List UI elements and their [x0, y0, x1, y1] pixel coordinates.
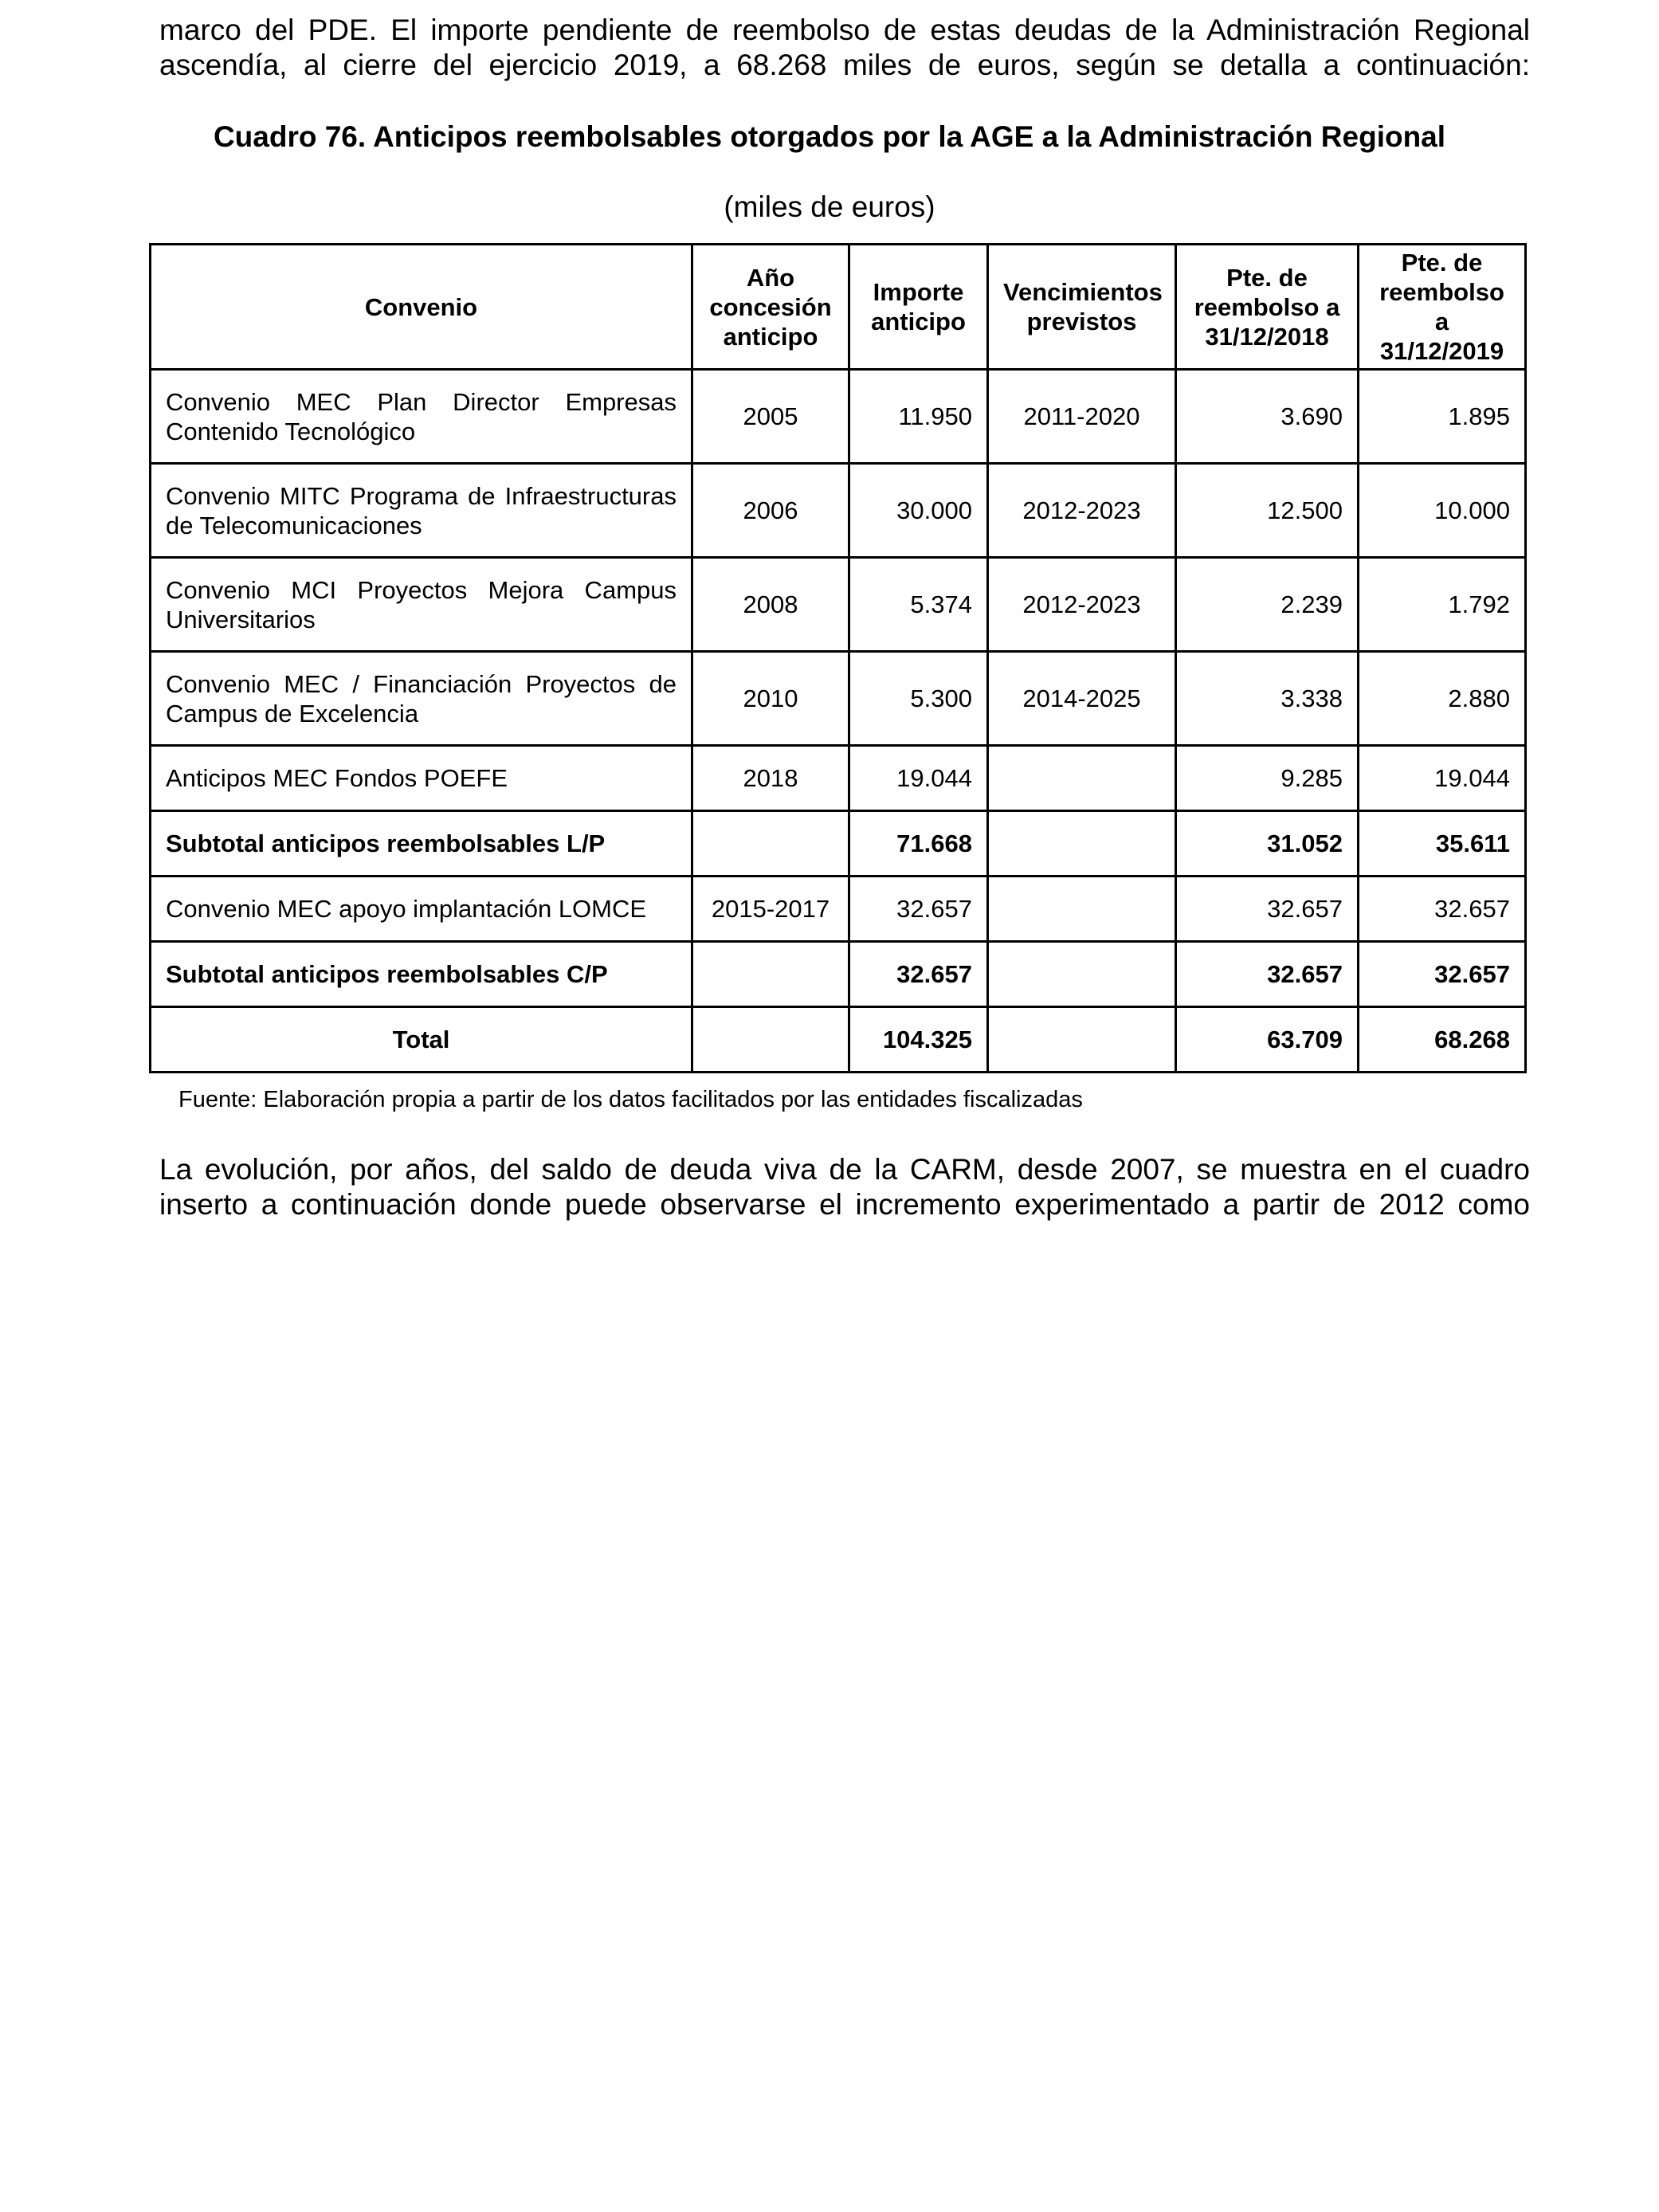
subtotal-row — [151, 811, 1526, 877]
cell-anio — [692, 1007, 849, 1073]
cell-convenio: Anticipos MEC Fondos POEFE — [151, 746, 692, 811]
cell-vencimientos: 2011-2020 — [988, 370, 1176, 464]
cell-importe: 104.325 — [849, 1007, 988, 1073]
cell-pte-2018: 32.657 — [1176, 942, 1359, 1007]
header-importe: Importe anticipo — [849, 245, 988, 370]
intro-line-2: ascendía, al cierre del ejercicio 2019, a 68.268 miles de euros, según se detalla a continuación: — [159, 49, 1530, 81]
cell-anio: 2018 — [692, 746, 849, 811]
cell-importe: 30.000 — [849, 464, 988, 558]
cell-importe: 71.668 — [849, 811, 988, 877]
cell-pte-2018: 3.690 — [1176, 370, 1359, 464]
cell-importe: 32.657 — [849, 877, 988, 942]
cell-vencimientos — [988, 877, 1176, 942]
cell-vencimientos: 2014-2025 — [988, 652, 1176, 746]
header-convenio: Convenio — [151, 245, 692, 370]
header-vencimientos: Vencimientos previstos — [988, 245, 1176, 370]
table-source-note: Fuente: Elaboración propia a partir de los datos facilitados por las entidades fiscalizadas — [178, 1087, 1083, 1112]
cell-vencimientos: 2012-2023 — [988, 558, 1176, 652]
cell-importe: 11.950 — [849, 370, 988, 464]
cell-anio: 2008 — [692, 558, 849, 652]
header-pte-2018: Pte. de reembolso a 31/12/2018 — [1176, 245, 1359, 370]
cell-convenio: Convenio MCI Proyectos Mejora Campus Universitarios — [151, 558, 692, 652]
table-caption: Cuadro 76. Anticipos reembolsables otorgados por la AGE a la Administración Regional — [213, 120, 1446, 153]
cell-vencimientos — [988, 942, 1176, 1007]
intro-line-1: marco del PDE. El importe pendiente de reembolso de estas deudas de la Administración Regional — [159, 14, 1530, 46]
cell-anio — [692, 942, 849, 1007]
subtotal-row — [151, 942, 1526, 1007]
cell-convenio: Convenio MITC Programa de Infraestructuras de Telecomunicaciones — [151, 464, 692, 558]
cell-anio — [692, 811, 849, 877]
table-row — [151, 370, 1526, 464]
table-row — [151, 746, 1526, 811]
cell-pte-2019: 19.044 — [1359, 746, 1526, 811]
closing-line-2: inserto a continuación donde puede observarse el incremento experimentado a partir de 2012 como — [159, 1188, 1530, 1221]
cell-pte-2018: 12.500 — [1176, 464, 1359, 558]
cell-convenio: Convenio MEC apoyo implantación LOMCE — [151, 877, 692, 942]
cell-anio: 2015-2017 — [692, 877, 849, 942]
total-row — [151, 1007, 1526, 1073]
cell-convenio: Total — [151, 1007, 692, 1073]
cell-convenio: Subtotal anticipos reembolsables C/P — [151, 942, 692, 1007]
cell-importe: 19.044 — [849, 746, 988, 811]
cell-pte-2019: 1.792 — [1359, 558, 1526, 652]
cell-vencimientos — [988, 811, 1176, 877]
closing-line-1: La evolución, por años, del saldo de deuda viva de la CARM, desde 2007, se muestra en el cuadro — [159, 1153, 1530, 1186]
cell-pte-2019: 32.657 — [1359, 942, 1526, 1007]
cell-pte-2019: 68.268 — [1359, 1007, 1526, 1073]
table-units: (miles de euros) — [724, 190, 935, 223]
cell-vencimientos — [988, 746, 1176, 811]
cell-convenio: Convenio MEC / Financiación Proyectos de Campus de Excelencia — [151, 652, 692, 746]
cell-pte-2019: 10.000 — [1359, 464, 1526, 558]
cell-convenio: Convenio MEC Plan Director Empresas Contenido Tecnológico — [151, 370, 692, 464]
intro-paragraph — [159, 13, 1530, 83]
cell-convenio: Subtotal anticipos reembolsables L/P — [151, 811, 692, 877]
cell-pte-2018: 32.657 — [1176, 877, 1359, 942]
cell-anio: 2006 — [692, 464, 849, 558]
cell-pte-2019: 32.657 — [1359, 877, 1526, 942]
header-anio: Año concesión anticipo — [692, 245, 849, 370]
cell-importe: 5.300 — [849, 652, 988, 746]
cell-pte-2018: 63.709 — [1176, 1007, 1359, 1073]
table-row — [151, 558, 1526, 652]
cell-pte-2018: 2.239 — [1176, 558, 1359, 652]
cell-vencimientos: 2012-2023 — [988, 464, 1176, 558]
cell-pte-2019: 35.611 — [1359, 811, 1526, 877]
closing-paragraph — [159, 1152, 1530, 1222]
header-pte-2019: Pte. de reembolso a 31/12/2019 — [1359, 245, 1526, 370]
cell-importe: 32.657 — [849, 942, 988, 1007]
cell-pte-2018: 31.052 — [1176, 811, 1359, 877]
cell-pte-2018: 9.285 — [1176, 746, 1359, 811]
cell-anio: 2010 — [692, 652, 849, 746]
cell-pte-2019: 1.895 — [1359, 370, 1526, 464]
cell-importe: 5.374 — [849, 558, 988, 652]
cell-pte-2018: 3.338 — [1176, 652, 1359, 746]
cell-pte-2019: 2.880 — [1359, 652, 1526, 746]
table-row — [151, 652, 1526, 746]
table-header-row — [151, 245, 1526, 370]
cell-anio: 2005 — [692, 370, 849, 464]
table-row — [151, 464, 1526, 558]
cell-vencimientos — [988, 1007, 1176, 1073]
table-row — [151, 877, 1526, 942]
anticipos-table — [149, 243, 1527, 1073]
